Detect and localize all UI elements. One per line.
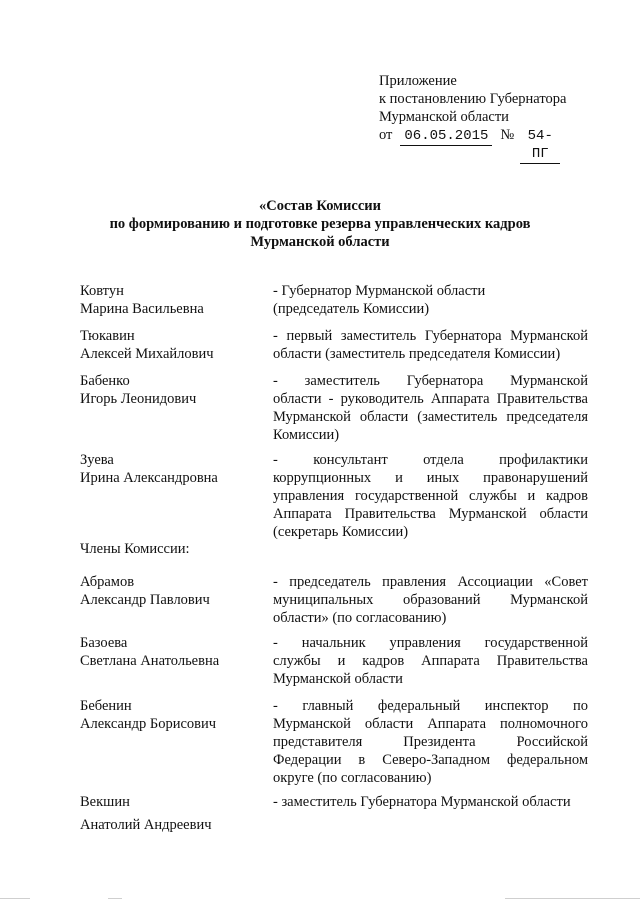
scan-edge-mark: [108, 898, 122, 899]
appendix-block: [379, 72, 566, 164]
number-label: №: [500, 127, 515, 143]
document-title: [0, 197, 640, 251]
member-given-names: Алексей Михайлович: [80, 346, 214, 362]
role-line: округе (по согласованию): [273, 770, 432, 786]
role-line: - начальник управления государственной: [273, 635, 588, 651]
member-given-names: Марина Васильевна: [80, 301, 204, 317]
member-surname: Ковтун: [80, 283, 124, 299]
appendix-line-3: Мурманской области: [379, 109, 509, 125]
member-role: [273, 573, 588, 627]
appendix-line-1: Приложение: [379, 73, 457, 89]
title-line-3: Мурманской области: [250, 234, 390, 250]
member-given-names: Светлана Анатольевна: [80, 653, 220, 669]
role-line: - Губернатор Мурманской области: [273, 283, 486, 299]
role-line: Федерации в Северо-Западном федеральном: [273, 752, 588, 768]
decree-date: 06.05.2015: [400, 127, 492, 146]
member-given-names: Ирина Александровна: [80, 470, 218, 486]
member-surname: Зуева: [80, 452, 114, 468]
member-name: [80, 634, 260, 670]
role-line: (председатель Комиссии): [273, 301, 430, 317]
member-surname: Бабенко: [80, 373, 130, 389]
scan-edge-mark: [0, 898, 30, 899]
title-line-1: «Состав Комиссии: [259, 198, 381, 214]
member-given-names: Анатолий Андреевич: [80, 817, 212, 833]
member-name: [80, 451, 260, 487]
scan-edge-mark: [505, 898, 640, 899]
member-role: [273, 372, 588, 444]
role-line: - заместитель Губернатора Мурманской: [273, 373, 588, 389]
role-line: - заместитель Губернатора Мурманской области: [273, 794, 571, 810]
member-name: [80, 793, 260, 834]
member-role: [273, 451, 588, 541]
role-line: - консультант отдела профилактики: [273, 452, 588, 468]
role-line: - первый заместитель Губернатора Мурманской: [273, 328, 588, 344]
role-line: представителя Президента Российской: [273, 734, 588, 750]
member-surname: Бебенин: [80, 698, 132, 714]
members-label: Члены Комиссии:: [80, 541, 190, 557]
role-line: Комиссии): [273, 427, 340, 443]
decree-number: 54-ПГ: [520, 127, 560, 164]
member-name: [80, 372, 260, 408]
member-given-names: Александр Павлович: [80, 592, 210, 608]
role-line: коррупционных и иных правонарушений: [273, 470, 588, 486]
role-line: Мурманской области Аппарата полномочного: [273, 716, 588, 732]
role-line: Мурманской области: [273, 671, 403, 687]
role-line: (секретарь Комиссии): [273, 524, 409, 540]
member-role: [273, 634, 588, 688]
member-name: [80, 697, 260, 733]
role-line: Мурманской области (заместитель председателя: [273, 409, 588, 425]
member-role: [273, 327, 588, 363]
member-surname: Абрамов: [80, 574, 135, 590]
decree-reference: [379, 126, 566, 164]
member-role: [273, 282, 588, 318]
member-name: [80, 282, 260, 318]
role-line: Аппарата Правительства Мурманской области: [273, 506, 588, 522]
member-surname: Базоева: [80, 635, 128, 651]
member-surname: Тюкавин: [80, 328, 135, 344]
member-role: [273, 697, 588, 787]
member-given-names: Александр Борисович: [80, 716, 217, 732]
role-line: службы и кадров Аппарата Правительства: [273, 653, 588, 669]
role-line: области - руководитель Аппарата Правительства: [273, 391, 588, 407]
from-label: от: [379, 127, 393, 143]
role-line: - председатель правления Ассоциации «Совет: [273, 574, 588, 590]
member-surname: Векшин: [80, 794, 130, 810]
role-line: управления государственной службы и кадров: [273, 488, 588, 504]
role-line: - главный федеральный инспектор по: [273, 698, 588, 714]
role-line: области» (по согласованию): [273, 610, 447, 626]
member-name: [80, 573, 260, 609]
member-role: [273, 793, 588, 811]
role-line: муниципальных образований Мурманской: [273, 592, 588, 608]
member-given-names: Игорь Леонидович: [80, 391, 197, 407]
appendix-line-2: к постановлению Губернатора: [379, 91, 567, 107]
role-line: области (заместитель председателя Комиссии): [273, 346, 561, 362]
title-line-2: по формированию и подготовке резерва управленческих кадров: [109, 216, 531, 232]
member-name: [80, 327, 260, 363]
